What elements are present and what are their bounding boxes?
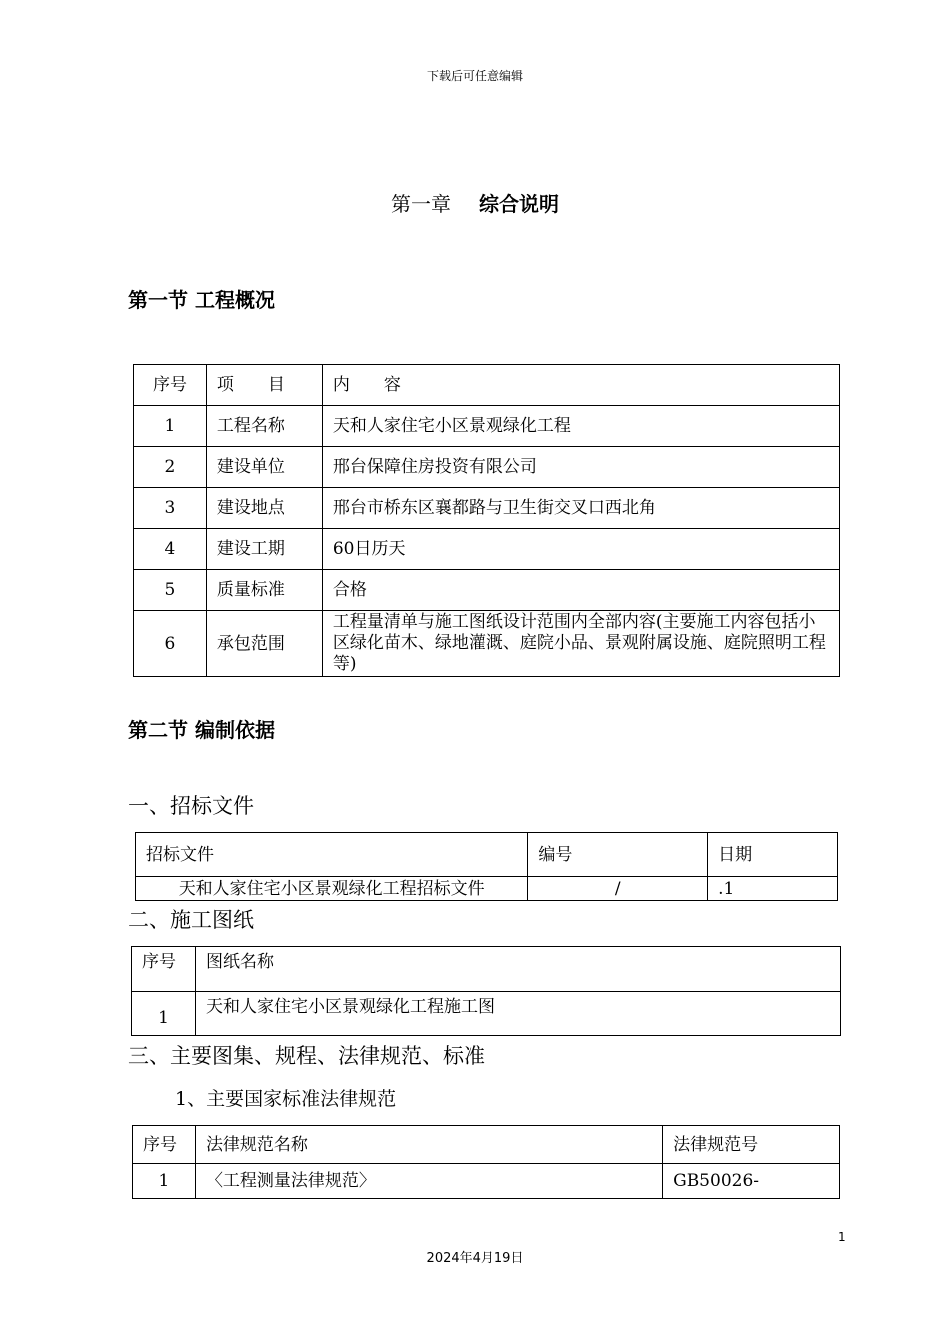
row-item: 建设工期 [206,529,322,570]
header-cell: 法律规范名称 [195,1126,662,1164]
header-cell: 招标文件 [136,833,528,877]
document-date: .1 [708,877,838,901]
header-note: 下载后可任意编辑 [426,69,523,83]
standard-name: 〈工程测量法律规范〉 [195,1164,662,1199]
row-content: 工程量清单与施工图纸设计范围内全部内容(主要施工内容包括小区绿化苗木、绿地灌溉、庭院小品、景观附属设施、庭院照明工程等) [322,611,839,677]
drawing-index: 1 [132,992,196,1036]
document-name: 天和人家住宅小区景观绿化工程招标文件 [136,877,528,901]
document-number: / [528,877,708,901]
table-header-row [134,365,840,406]
standard-code: GB50026- [663,1164,840,1199]
header-cell: 日期 [708,833,838,877]
subsection-drawings-title: 二、施工图纸 [128,908,254,932]
row-content: 邢台市桥东区襄都路与卫生街交叉口西北角 [322,488,839,529]
project-overview-table [133,364,840,677]
row-content: 天和人家住宅小区景观绿化工程 [322,406,839,447]
row-item: 承包范围 [206,611,322,677]
table-row [134,611,840,677]
table-header-row [136,833,838,877]
standard-index: 1 [133,1164,196,1199]
row-item: 建设地点 [206,488,322,529]
footer-date: 2024年4月19日 [426,1251,524,1266]
chapter-number: 第一章 [391,192,451,216]
table-row [134,488,840,529]
table-row [134,406,840,447]
table-header-row [133,1126,840,1164]
row-index: 4 [134,529,207,570]
table-row [134,447,840,488]
row-index: 3 [134,488,207,529]
bidding-documents-table [135,832,838,901]
row-content: 合格 [322,570,839,611]
subsection-standards-title: 三、主要图集、规程、法律规范、标准 [128,1044,485,1068]
standards-table [132,1125,840,1199]
section2-title: 第二节 编制依据 [128,718,275,742]
row-index: 6 [134,611,207,677]
header-cell: 序号 [134,365,207,406]
drawings-table [131,946,841,1036]
row-item: 工程名称 [206,406,322,447]
table-row [133,1164,840,1199]
row-item: 质量标准 [206,570,322,611]
section1-title: 第一节 工程概况 [128,288,275,312]
row-content: 60日历天 [322,529,839,570]
header-cell: 序号 [132,947,196,992]
header-cell: 内 容 [322,365,839,406]
table-row [134,570,840,611]
row-item: 建设单位 [206,447,322,488]
header-cell: 项 目 [206,365,322,406]
header-cell: 法律规范号 [663,1126,840,1164]
header-cell: 图纸名称 [195,947,840,992]
page-number: 1 [838,1230,846,1244]
header-cell: 编号 [528,833,708,877]
row-index: 5 [134,570,207,611]
chapter-title [0,188,950,217]
row-content: 邢台保障住房投资有限公司 [322,447,839,488]
subsection-bidding-title: 一、招标文件 [128,794,254,818]
national-standards-title: 1、主要国家标准法律规范 [175,1088,397,1110]
row-index: 2 [134,447,207,488]
row-index: 1 [134,406,207,447]
table-row [132,992,841,1036]
table-header-row [132,947,841,992]
table-row [136,877,838,901]
chapter-name: 综合说明 [479,192,559,216]
drawing-name: 天和人家住宅小区景观绿化工程施工图 [195,992,840,1036]
table-row [134,529,840,570]
header-cell: 序号 [133,1126,196,1164]
